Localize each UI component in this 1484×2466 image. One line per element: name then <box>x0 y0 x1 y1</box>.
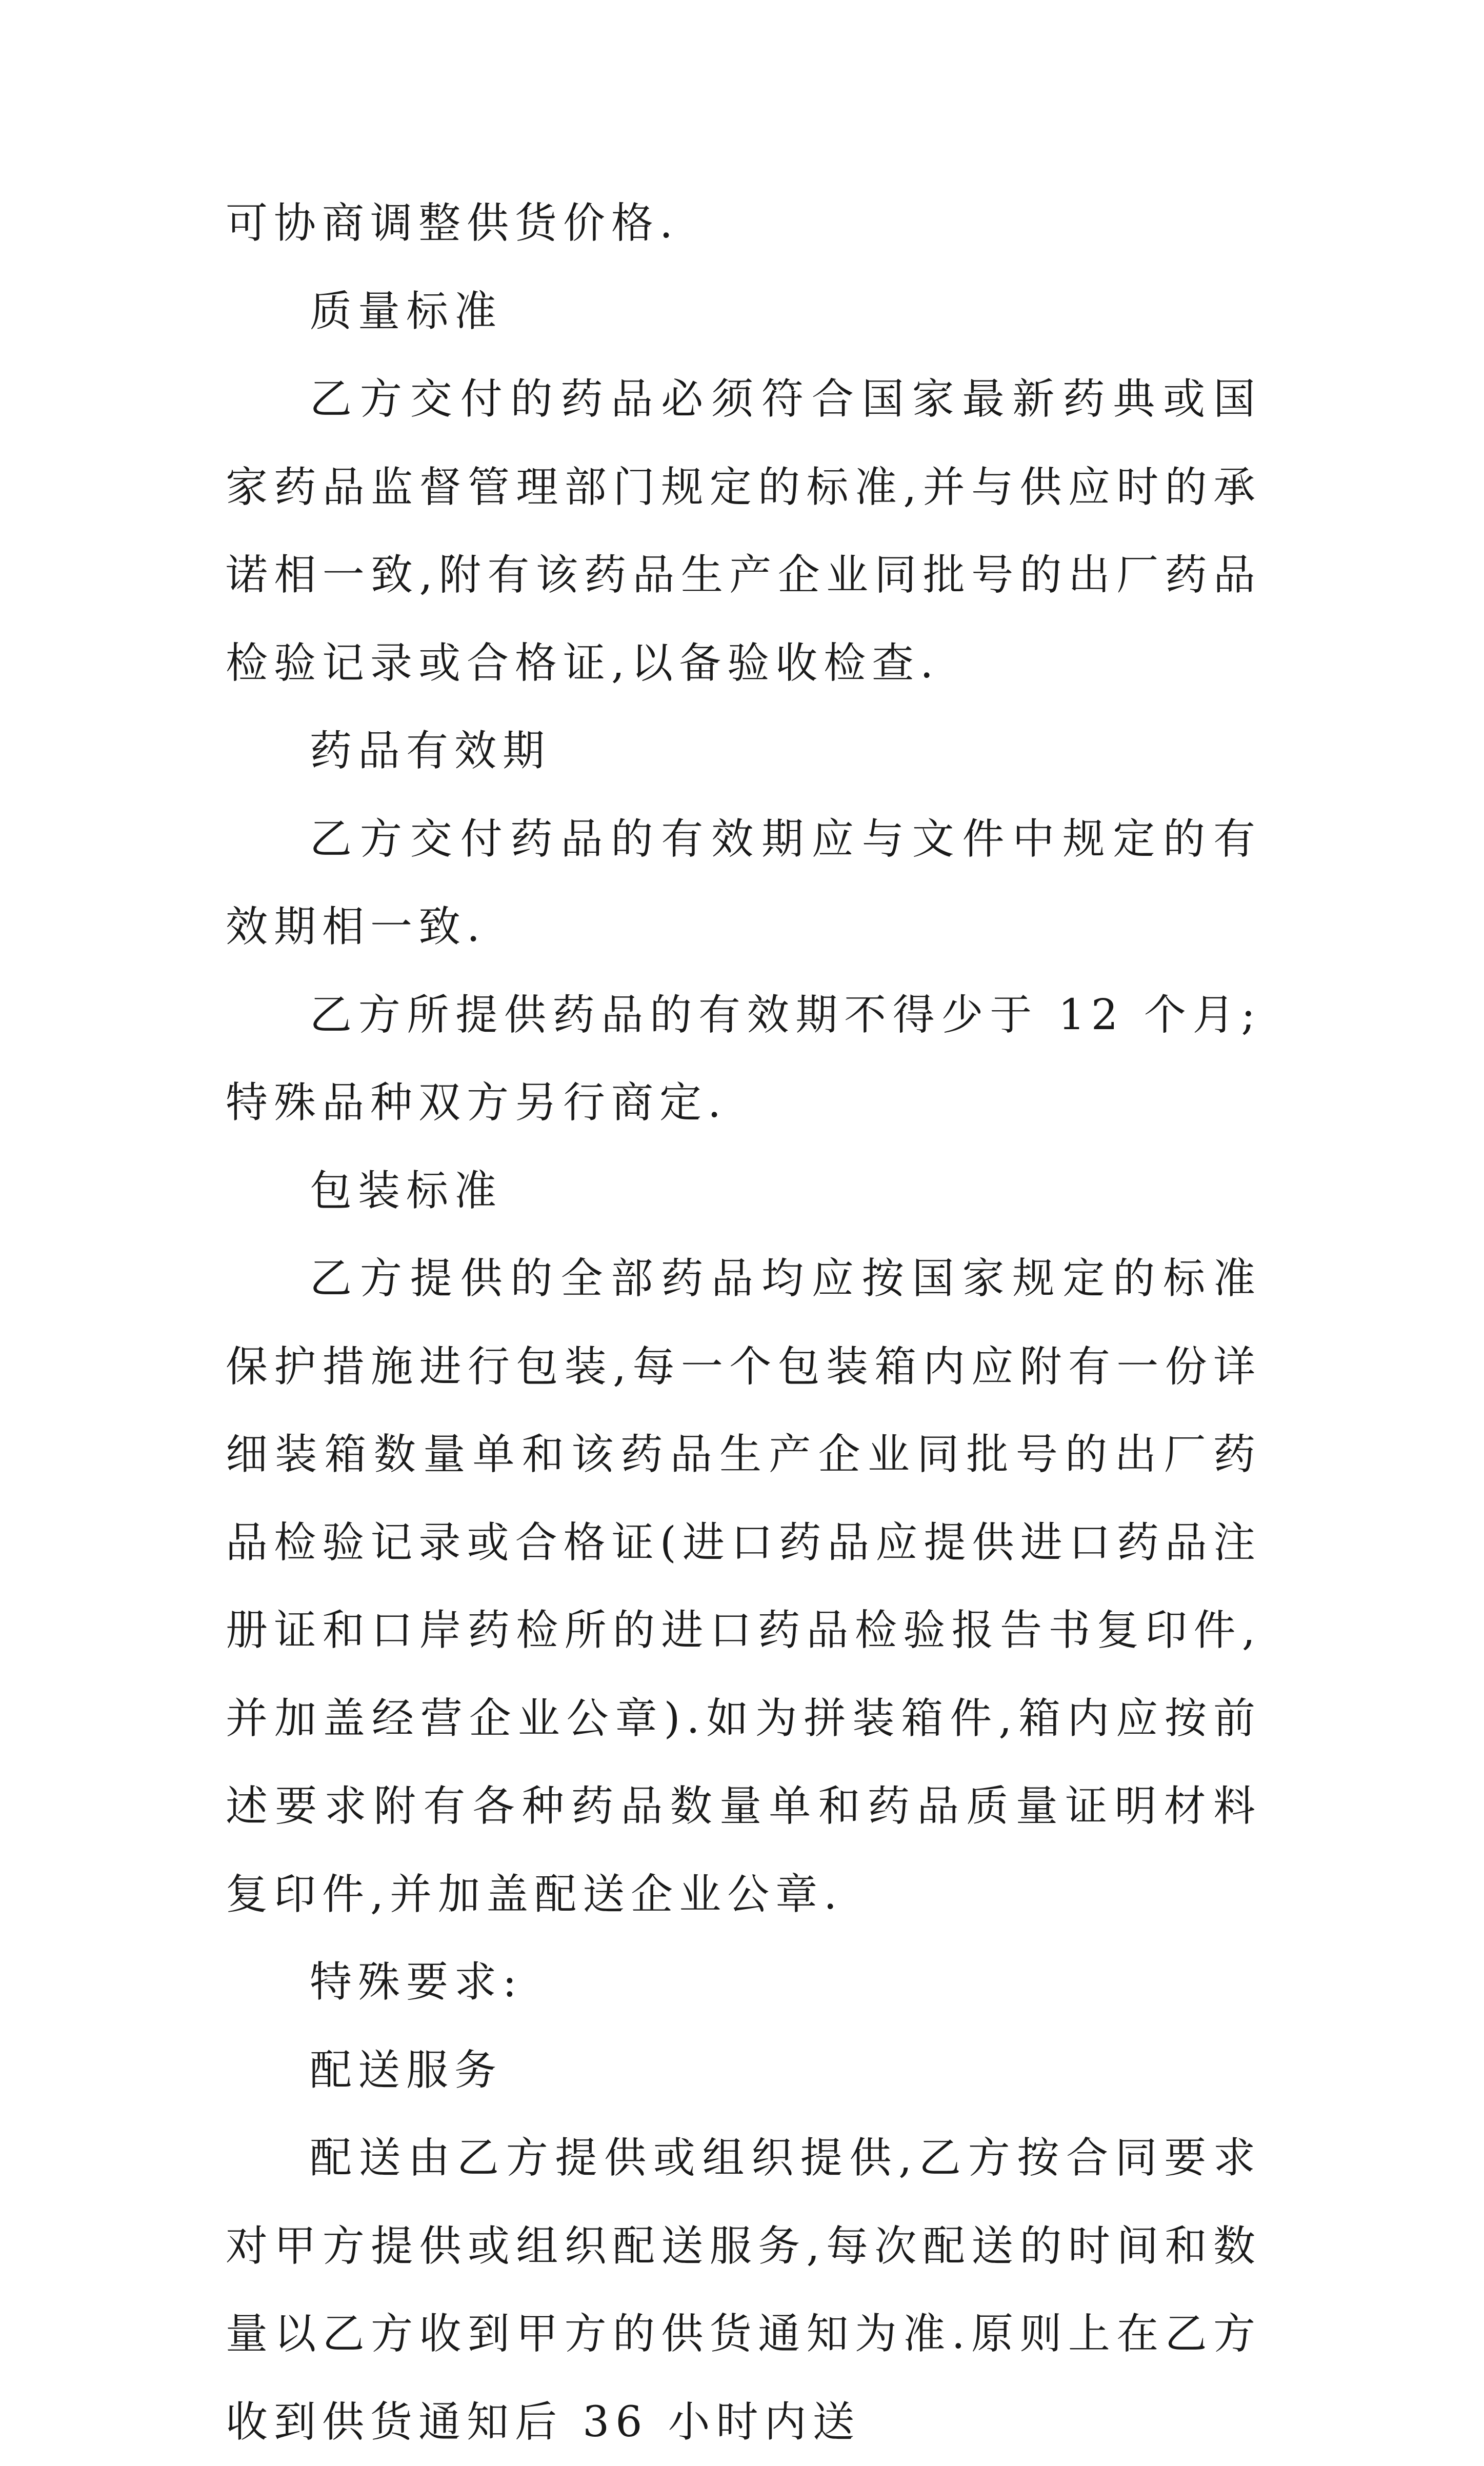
heading-validity-period: 药品有效期 <box>310 727 551 775</box>
heading-special-requirements: 特殊要求: <box>310 1958 523 2007</box>
paragraph-quality-standard: 乙方交付的药品必须符合国家最新药典或国家药品监督管理部门规定的标准,并与供应时的承诺相一致,附有该药品生产企业同批号的出厂药品检验记录或合格证,以备验收检查. <box>226 375 1261 688</box>
paragraph-delivery-service: 配送由乙方提供或组织提供,乙方按合同要求对甲方提供或组织配送服务,每次配送的时间和数量以乙方收到甲方的供货通知为准.原则上在乙方收到供货通知后 36 小时内送 <box>226 2134 1261 2447</box>
paragraph-packaging-standard: 乙方提供的全部药品均应按国家规定的标准保护措施进行包装,每一个包装箱内应附有一份详细装箱数量单和该药品生产企业同批号的出厂药品检验记录或合格证(进口药品应提供进口药品注册证和口岸药检所的进口药品检验报告书复印件,并加盖经营企业公章).如为拼装箱件,箱内应按前述要求附有各种药品数量单和药品质量证明材料复印件,并加盖配送企业公章. <box>226 1254 1261 1919</box>
heading-delivery-service: 配送服务 <box>310 2046 503 2095</box>
paragraph-price-adjustment: 可协商调整供货价格. <box>226 199 679 248</box>
document-body <box>226 179 1261 2466</box>
heading-packaging-standard: 包装标准 <box>310 1166 503 1215</box>
paragraph-validity-consistency: 乙方交付药品的有效期应与文件中规定的有效期相一致. <box>226 814 1261 951</box>
heading-quality-standard: 质量标准 <box>310 287 503 336</box>
paragraph-validity-minimum: 乙方所提供药品的有效期不得少于 12 个月;特殊品种双方另行商定. <box>226 990 1261 1127</box>
